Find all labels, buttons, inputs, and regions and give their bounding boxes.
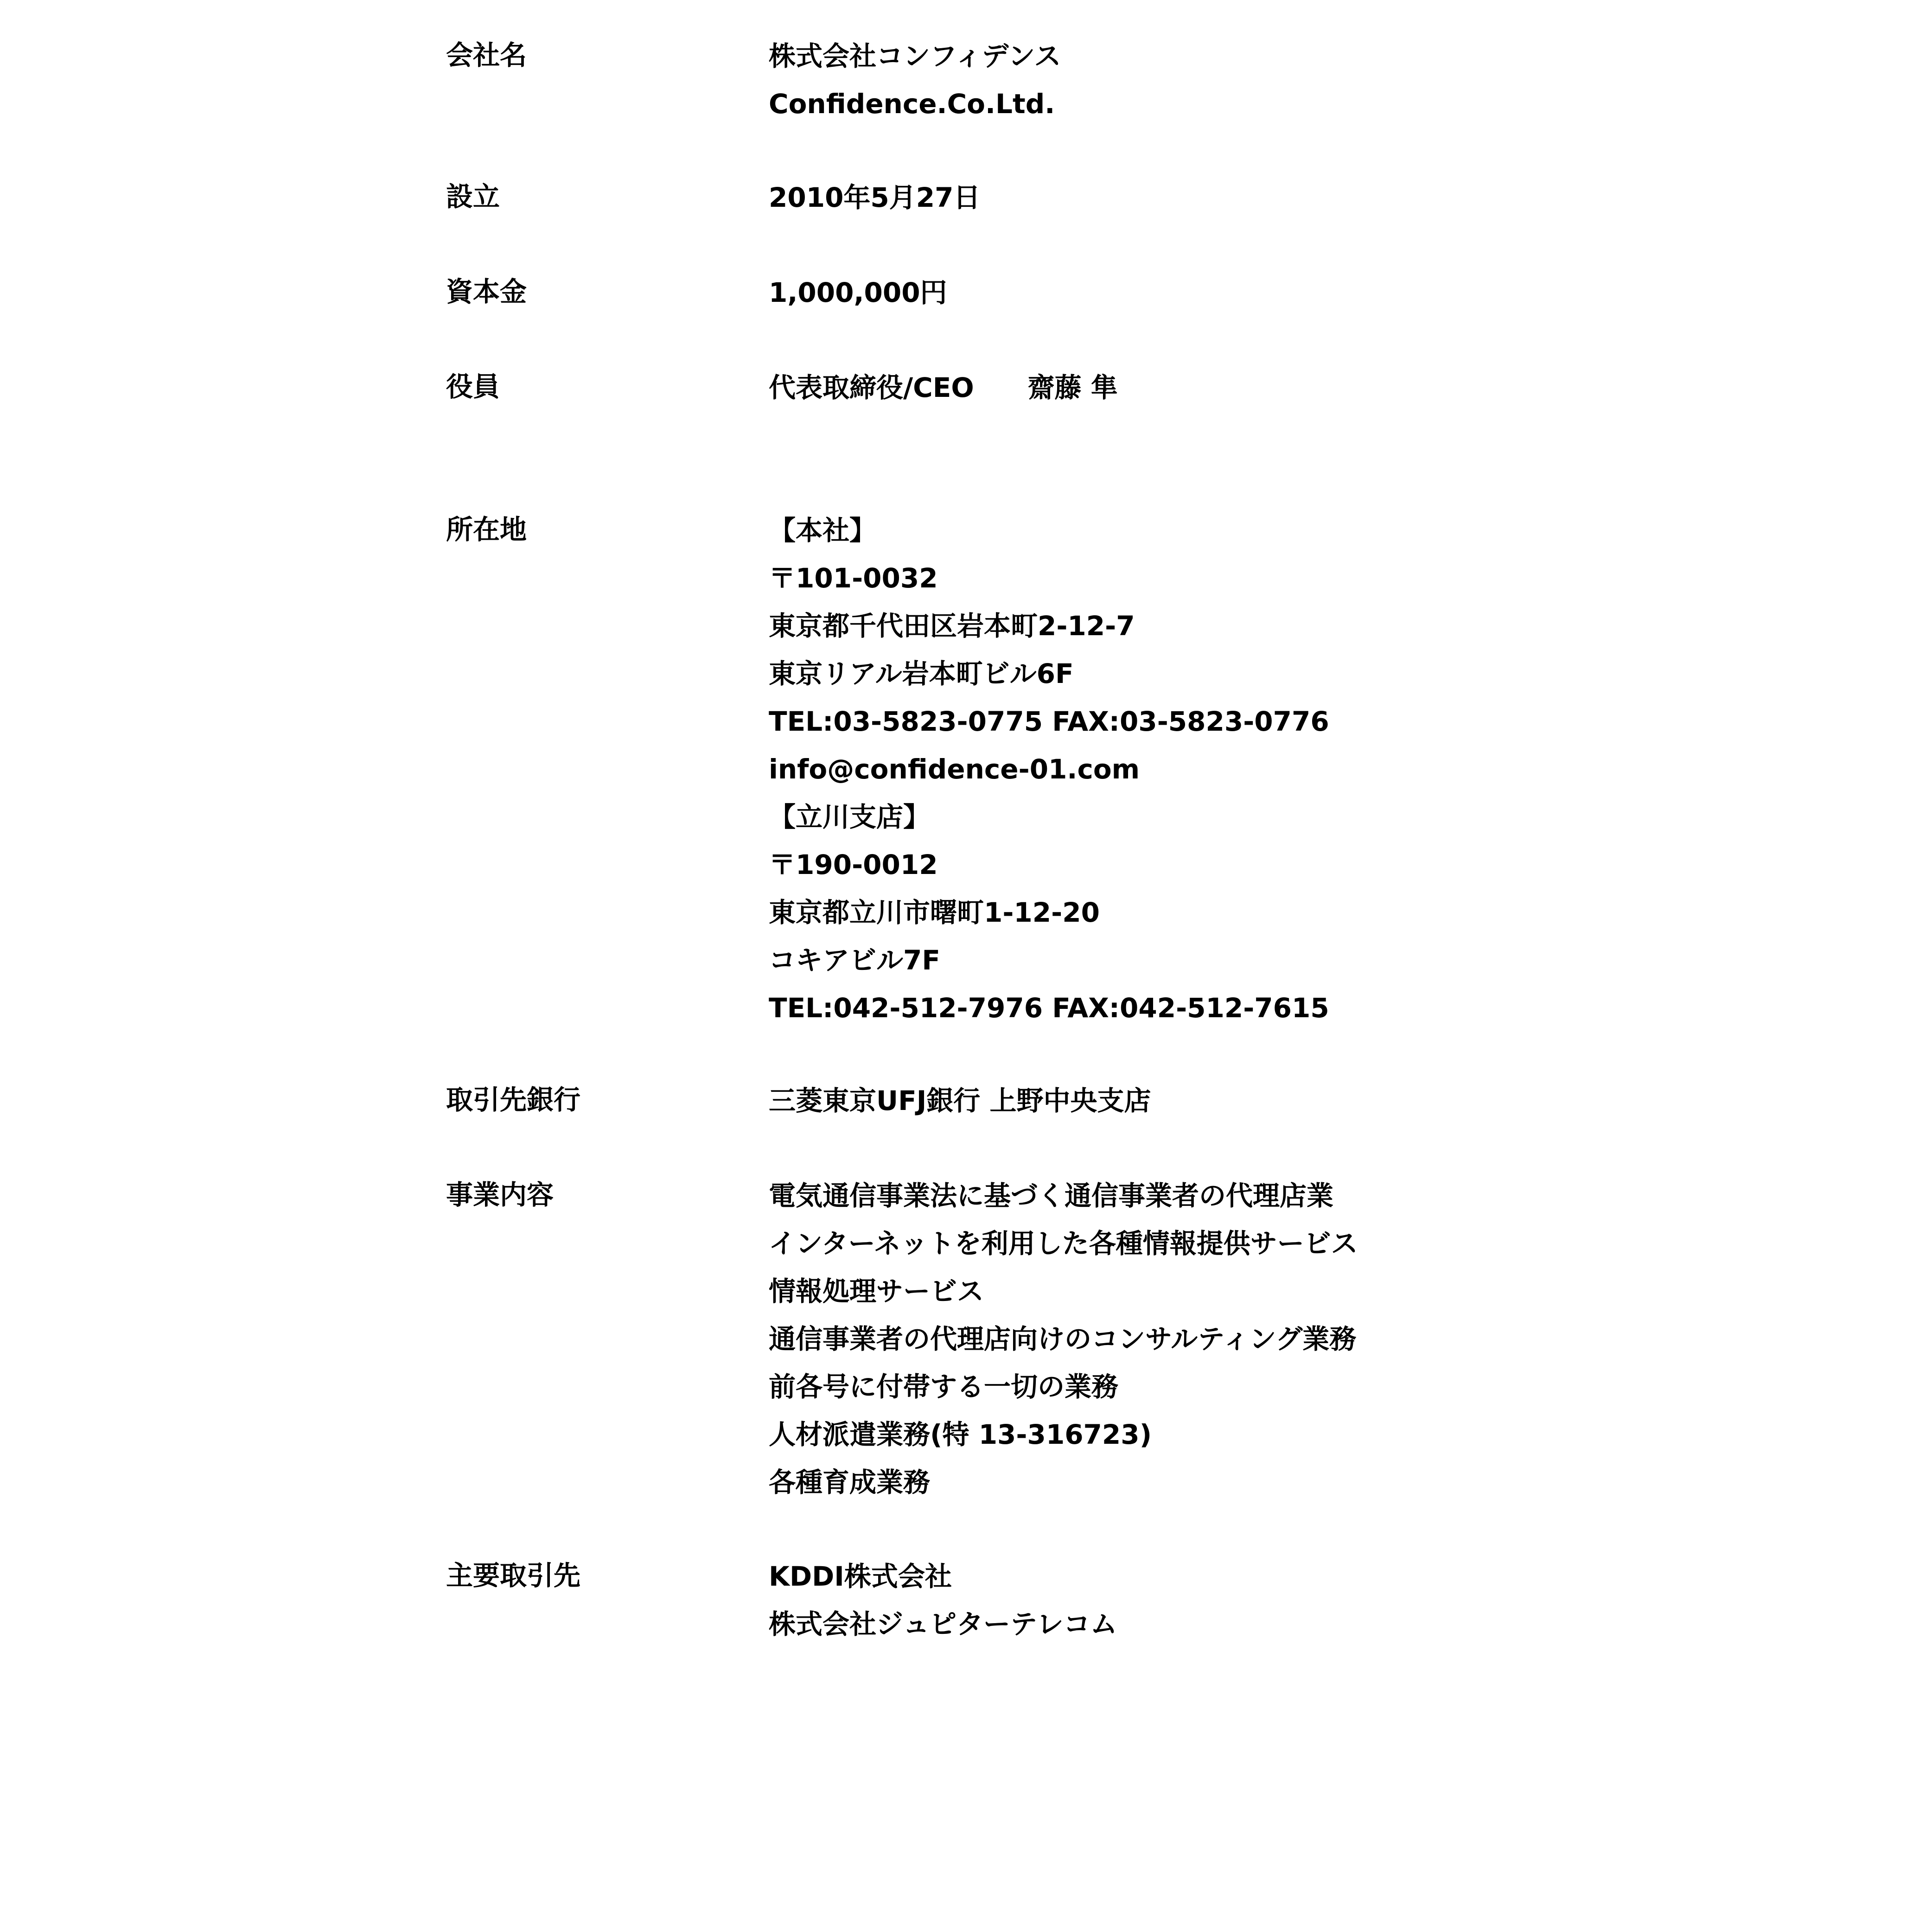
head-office-heading: 【本社】 bbox=[769, 515, 877, 546]
tachikawa-branch-address: 東京都立川市曙町1-12-20 bbox=[769, 897, 1100, 928]
officers-label: 役員 bbox=[446, 371, 500, 402]
business-item: 通信事業者の代理店向けのコンサルティング業務 bbox=[769, 1323, 1357, 1355]
established-label: 設立 bbox=[446, 181, 500, 212]
client-item: 株式会社ジュピターテレコム bbox=[769, 1608, 1117, 1640]
head-office-postal-code: 〒101-0032 bbox=[769, 562, 938, 594]
business-item: 情報処理サービス bbox=[769, 1275, 984, 1307]
business-item: インターネットを利用した各種情報提供サービス bbox=[769, 1228, 1358, 1259]
head-office-email: info@confidence-01.com bbox=[769, 753, 1140, 785]
company-name-label: 会社名 bbox=[446, 39, 527, 71]
business-label: 事業内容 bbox=[446, 1179, 554, 1211]
established-date: 2010年5月27日 bbox=[769, 182, 981, 213]
company-name-value bbox=[769, 32, 1061, 128]
officer-ceo: 代表取締役/CEO 齋藤 隼 bbox=[769, 372, 1118, 403]
company-name-english: Confidence.Co.Ltd. bbox=[769, 88, 1055, 120]
bank-label: 取引先銀行 bbox=[446, 1084, 581, 1116]
bank-value bbox=[769, 1077, 1151, 1125]
tachikawa-branch-heading: 【立川支店】 bbox=[769, 801, 931, 833]
tachikawa-branch-phone-fax: TEL:042-512-7976 FAX:042-512-7615 bbox=[769, 992, 1329, 1024]
business-item: 各種育成業務 bbox=[769, 1467, 931, 1498]
head-office-building: 東京リアル岩本町ビル6F bbox=[769, 658, 1074, 689]
officers-value bbox=[769, 364, 1118, 412]
business-item: 電気通信事業法に基づく通信事業者の代理店業 bbox=[769, 1180, 1334, 1211]
head-office-phone-fax: TEL:03-5823-0775 FAX:03-5823-0776 bbox=[769, 706, 1329, 737]
head-office-address: 東京都千代田区岩本町2-12-7 bbox=[769, 610, 1135, 642]
established-value bbox=[769, 174, 981, 222]
clients-value bbox=[769, 1553, 1117, 1648]
capital-label: 資本金 bbox=[446, 276, 527, 307]
tachikawa-branch-postal-code: 〒190-0012 bbox=[769, 849, 938, 880]
client-item: KDDI株式会社 bbox=[769, 1561, 952, 1592]
capital-value bbox=[769, 269, 947, 317]
business-value bbox=[769, 1172, 1358, 1506]
tachikawa-branch-building: コキアビル7F bbox=[769, 944, 940, 976]
location-value bbox=[769, 507, 1329, 1032]
location-label: 所在地 bbox=[446, 514, 527, 545]
company-name-japanese: 株式会社コンフィデンス bbox=[769, 40, 1061, 72]
bank-name: 三菱東京UFJ銀行 上野中央支店 bbox=[769, 1085, 1151, 1116]
clients-label: 主要取引先 bbox=[446, 1560, 581, 1591]
capital-amount: 1,000,000円 bbox=[769, 277, 947, 308]
business-item: 前各号に付帯する一切の業務 bbox=[769, 1371, 1119, 1403]
business-item: 人材派遣業務(特 13-316723) bbox=[769, 1419, 1152, 1450]
